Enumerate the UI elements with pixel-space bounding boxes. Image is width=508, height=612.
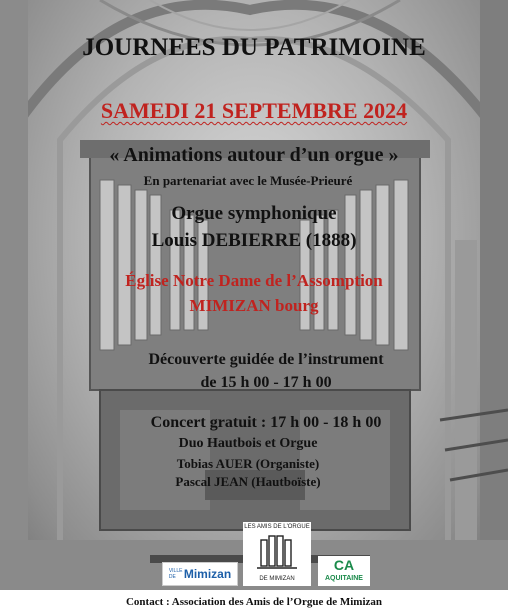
partnership-text: En partenariat avec le Musée-Prieuré: [143, 173, 353, 188]
poster-title: JOURNEES DU PATRIMOINE: [82, 34, 426, 61]
credit-agricole-aquitaine-logo: [318, 556, 370, 586]
credit-agricole-mark-icon: CA: [333, 557, 355, 573]
organ-pipes-icon: [243, 534, 311, 574]
organ-type: Orgue symphonique: [171, 203, 337, 224]
contact-footer: Contact : Association des Amis de l’Orgue de Mimizan: [125, 596, 383, 608]
mimizan-logo-text: Mimizan: [183, 567, 232, 581]
concert-time: Concert gratuit : 17 h 00 - 18 h 00: [150, 414, 382, 431]
amis-orgue-logo: [243, 522, 311, 586]
mimizan-town-logo: [162, 562, 238, 586]
event-date: SAMEDI 21 SEPTEMBRE 2024: [100, 98, 408, 123]
concert-duo: Duo Hautbois et Orgue: [178, 436, 318, 451]
organ-builder: Louis DEBIERRE (1888): [151, 230, 357, 251]
amis-logo-bottom-text: DE MIMIZAN: [259, 576, 295, 582]
event-name: « Animations autour d’un orgue »: [109, 144, 399, 166]
church-location: MIMIZAN bourg: [189, 296, 319, 315]
church-name: Église Notre Dame de l’Assomption: [125, 271, 383, 290]
performer-organist: Tobias AUER (Organiste): [176, 456, 320, 471]
mimizan-logo-prefix: VILLE DE: [168, 568, 183, 580]
guided-tour-time: de 15 h 00 - 17 h 00: [200, 374, 332, 391]
guided-tour-title: Découverte guidée de l’instrument: [148, 351, 384, 368]
aquitaine-logo-text: AQUITAINE: [325, 575, 363, 582]
amis-logo-top-text: LES AMIS DE L'ORGUE: [244, 524, 310, 530]
performer-oboist: Pascal JEAN (Hautboïste): [175, 474, 321, 489]
